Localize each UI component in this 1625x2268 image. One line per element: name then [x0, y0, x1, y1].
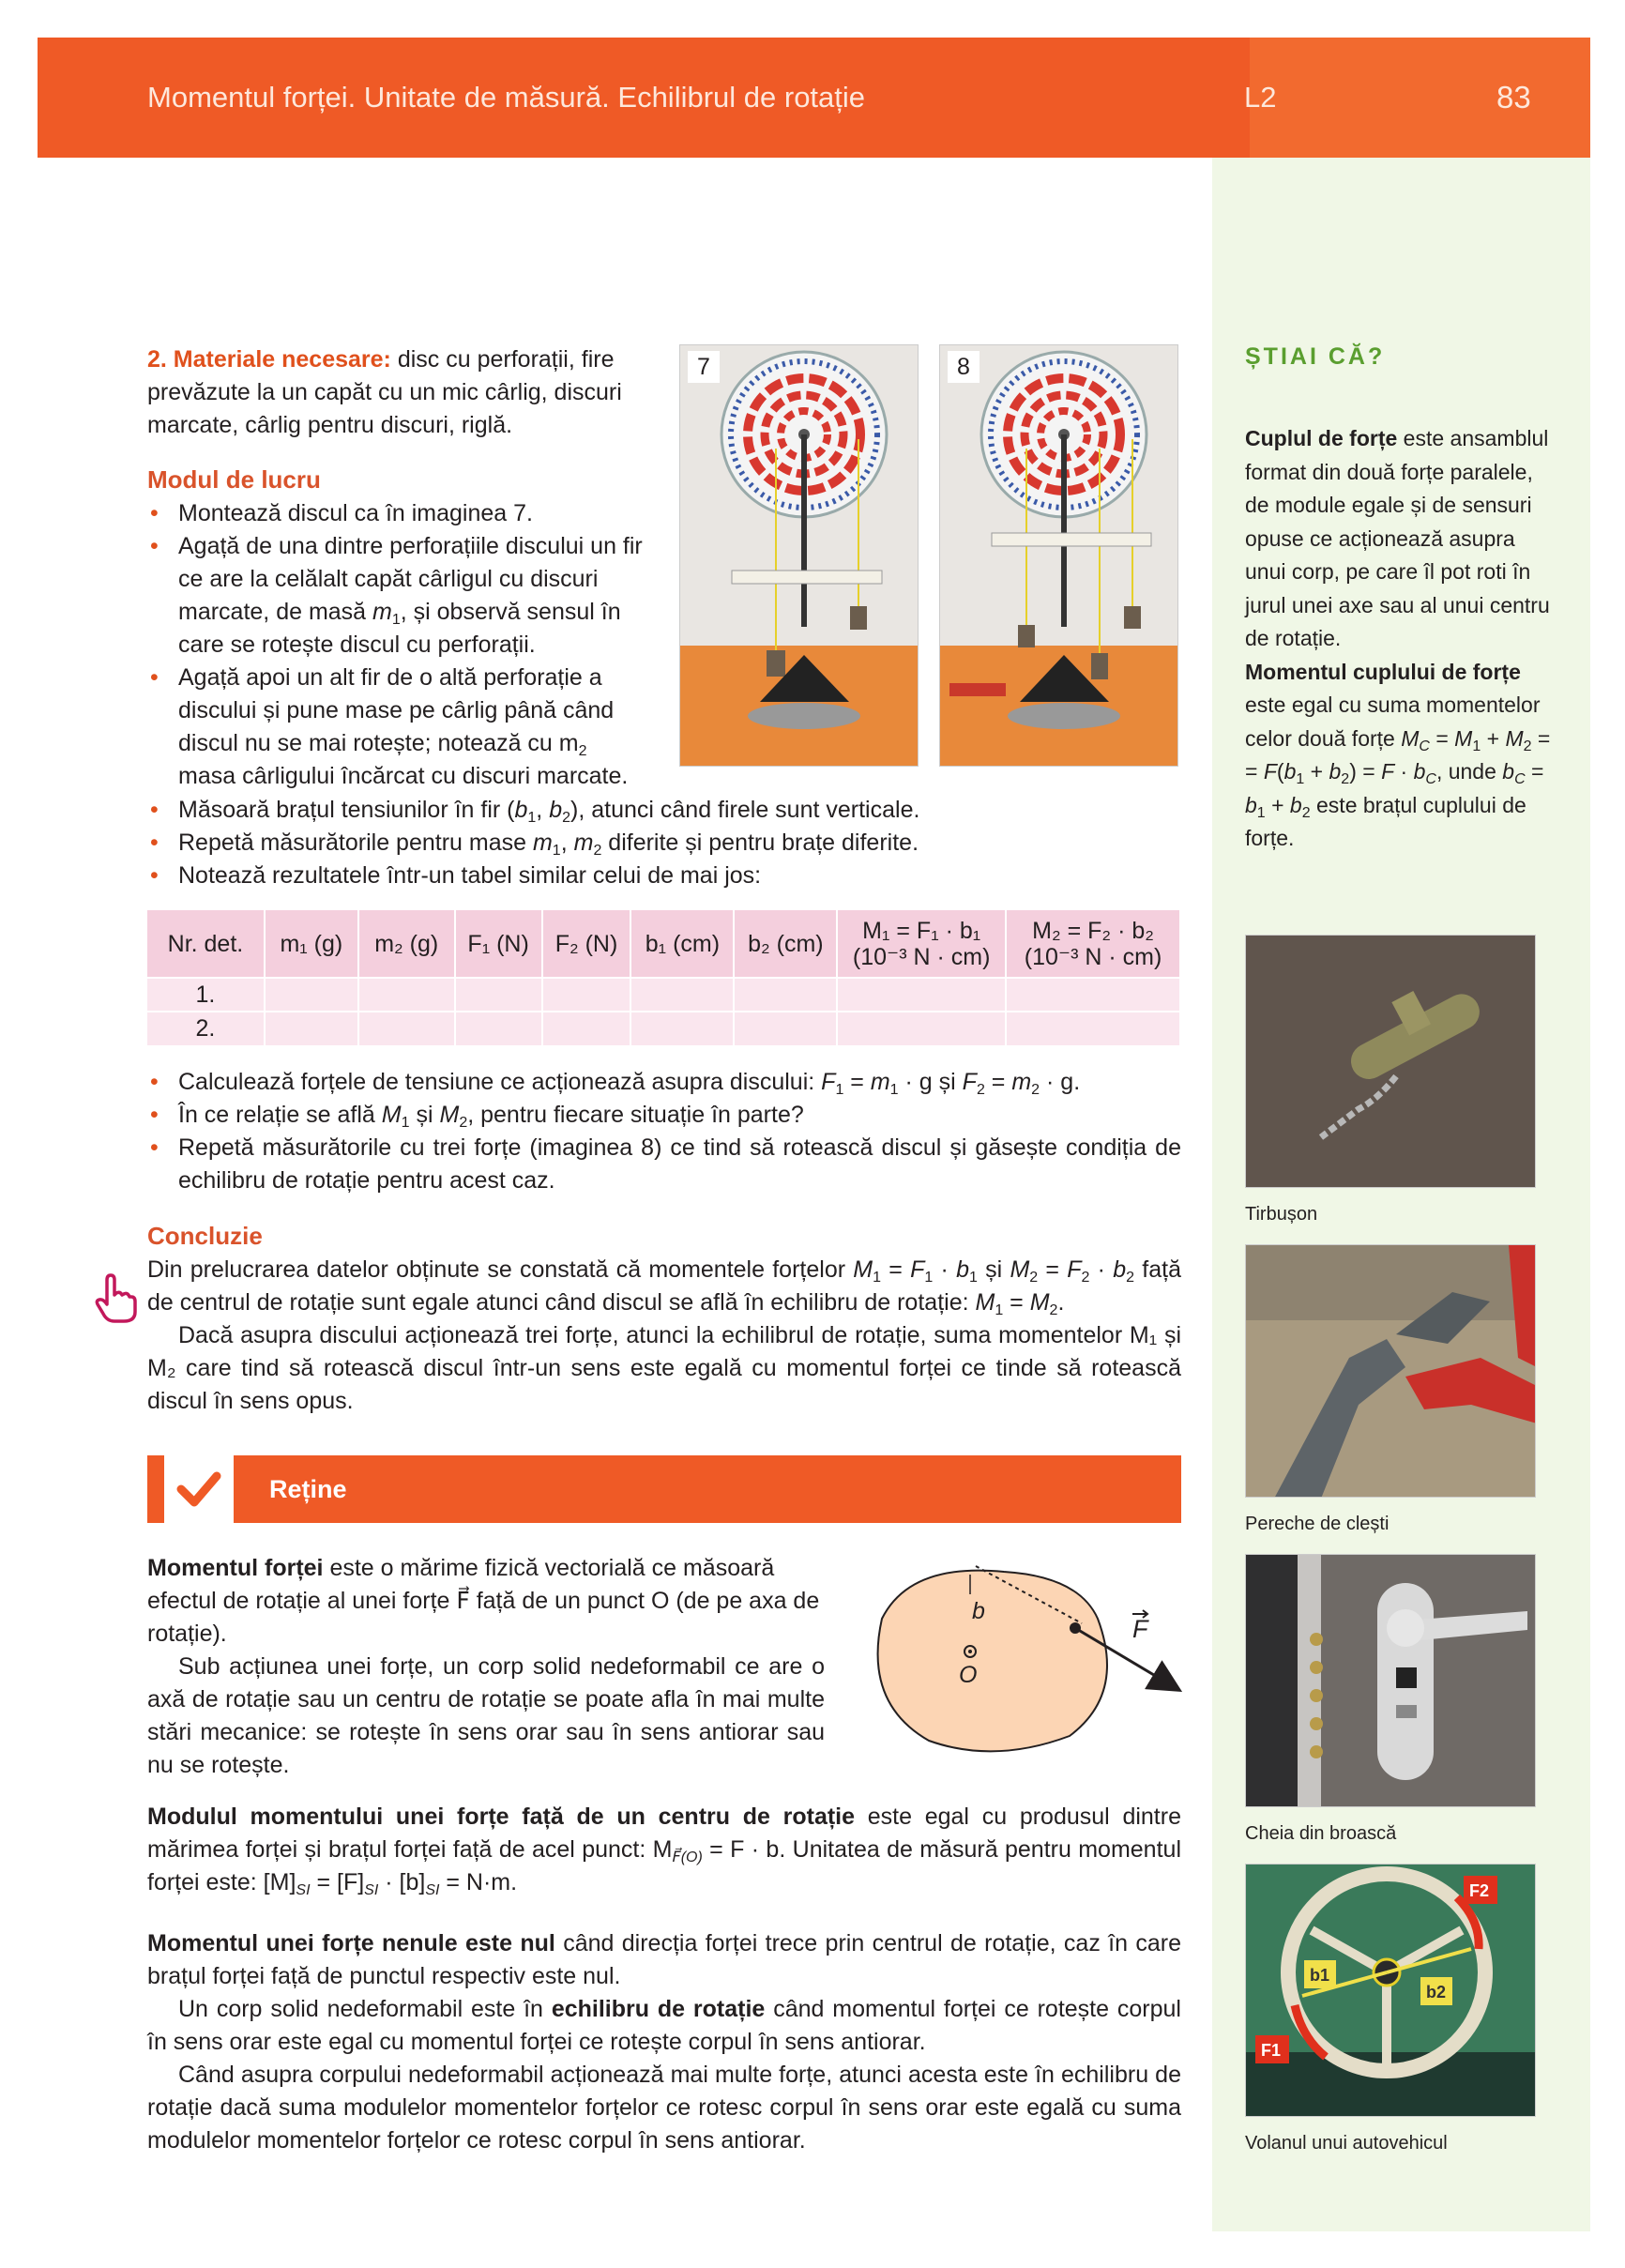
disc-apparatus-three-forces-illustration: [940, 345, 1178, 767]
definition-rotation-equilibrium: Un corp solid nedeformabil este în echilibru de rotație când momentul forței ce rotește corpul în sens orar este egal cu momentul forței ce rotește corpul în sens antiorar.: [147, 1996, 1181, 2055]
results-table: [147, 910, 1181, 1045]
calc-step-1: • Calculează forțele de tensiune ce acționează asupra discului: $F_1 = m_1 \cdot g$ și $F_2 = m_2 \cdot g$.: [147, 1066, 1181, 1099]
sidebar-text: Cuplul de forțe este ansamblul format din două forțe paralele, de module egale și de sensuri opuse ce acționează asupra unui corp, pe care îl pot roti în jurul unei axe sau al unui centru de rotație. Momentul cuplului de forțe este egal cu suma momentelor celor două forțe $M_C = M_1 + M_2$ = = $F(b_1 + b_2) = F \cdot b_C$, unde $b_C = b_1 + b_2$ este brațul cuplului de forțe.: [1245, 426, 1551, 850]
table-header-row: [147, 910, 1180, 978]
step-4: • Măsoară brațul tensiunilor în fir ($b_1$, $b_2$), atunci când firele sunt verticale.: [147, 794, 1181, 827]
step-1: • Montează discul ca în imaginea 7.: [147, 497, 649, 530]
moment-diagram: [854, 1553, 1182, 1755]
wheel-label-f2: F2: [1469, 1881, 1490, 1900]
conclusion-paragraph-1: Din prelucrarea datelor obținute se constată că momentele forțelor $M_1 = F_1 \cdot b_1$ și $M_2 = F_2 \cdot b_2$ față de centrul de rotație sunt egale atunci când discul se află în echilibru de rotație: $M_1 = M_2$.: [147, 1256, 1181, 1318]
step-2: • Agață de una dintre perforațiile discului un fir ce are la celălalt capăt cârligul cu discuri marcate, de masă $m_1$, și observă sensul în care se rotește discul cu perforații.: [147, 530, 649, 662]
step-3: • Agață apoi un alt fir de o altă perforație a discului și pune mase pe cârlig până când discul nu se mai rotește; notează cu $m_2$ masa cârligului încărcat cu discuri marcate.: [147, 662, 649, 793]
diagram-label-o: O: [959, 1662, 978, 1688]
materials-paragraph: [147, 343, 649, 442]
caption-corkscrew: Tirbușon: [1245, 1204, 1318, 1225]
table-header-cell: m₂ (g): [358, 910, 455, 978]
wheel-label-f1: F1: [1261, 2041, 1282, 2060]
wheel-label-b2: b2: [1426, 1983, 1447, 2002]
checkmark-box: [164, 1455, 234, 1523]
table-header-cell-m2: M₂ = F₂ · b₂ (10⁻³ N · cm): [1006, 910, 1180, 978]
page-header: [38, 38, 1590, 158]
sidebar-title: ȘTIAI CĂ?: [1245, 343, 1386, 370]
photo-7-number: 7: [688, 351, 720, 383]
table-header-cell: b₁ (cm): [630, 910, 734, 978]
calc-step-3: • Repetă măsurătorile cu trei forțe (imaginea 8) ce tind să rotească discul și găsește condiția de echilibru de rotație pentru acest caz.: [147, 1132, 1181, 1197]
materials-text: disc cu perforații, fire prevăzute la un capăt cu un mic cârlig, discuri marcate, cârlig pentru discuri, riglă.: [147, 346, 622, 438]
table-header-cell: b₂ (cm): [734, 910, 837, 978]
table-cell: 2.: [147, 1012, 265, 1045]
page-number: 83: [1496, 80, 1531, 114]
retin-label: Reține: [269, 1475, 347, 1503]
retin-banner: [147, 1455, 1181, 1523]
photo-8-number: 8: [948, 351, 980, 383]
hand-pointer-icon: [94, 1272, 139, 1325]
method-title: Modul de lucru: [147, 465, 321, 494]
table-row: [147, 1012, 1180, 1045]
definition-moment-force: Momentul forței este o mărime fizică vectorială ce măsoară efectul de rotație al unei forțe F⃗ față de un punct O (de pe axa de rotație).: [147, 1555, 820, 1647]
caption-door-lock: Cheia din broască: [1245, 1823, 1397, 1844]
diagram-label-f: F: [1132, 1615, 1148, 1643]
table-cell: 1.: [147, 978, 265, 1012]
header-level: L2: [1244, 81, 1277, 114]
table-header-cell: F₂ (N): [542, 910, 631, 978]
materials-label: 2. Materiale necesare:: [147, 346, 391, 373]
steering-wheel-photo: [1245, 1864, 1536, 2117]
pliers-photo: [1245, 1244, 1536, 1498]
table-header-cell-m1: M₁ = F₁ · b₁ (10⁻³ N · cm): [837, 910, 1006, 978]
step-5: • Repetă măsurătorile pentru mase $m_1$, $m_2$ diferite și pentru brațe diferite.: [147, 827, 1181, 860]
table-row: [147, 978, 1180, 1012]
checkmark-icon: [164, 1455, 234, 1523]
method-steps-top: [147, 497, 649, 793]
disc-apparatus-illustration: [680, 345, 919, 767]
wheel-label-b1: b1: [1310, 1966, 1330, 1985]
caption-steering-wheel: Volanul unui autovehicul: [1245, 2133, 1448, 2154]
definition-null-moment: Momentul unei forțe nenule este nul când direcția forței trece prin centrul de rotație, caz în care brațul forței față de punctul respectiv este nul.: [147, 1930, 1181, 1989]
table-header-cell: F₁ (N): [455, 910, 542, 978]
header-right-panel: [1250, 38, 1590, 158]
definition-multiple-forces: Când asupra corpului nedeformabil acționează mai multe forțe, atunci acesta este în echilibru de rotație dacă suma modulelor momentelor forțelor ce rotesc corpul în sens orar este egală cu suma modulelor momentelor forțelor ce rotesc corpul în sens antiorar.: [147, 2062, 1181, 2154]
conclusion-paragraph-2: Dacă asupra discului acționează trei forțe, atunci la echilibrul de rotație, suma momentelor M₁ și M₂ care tind să rotească discul într-un sens este egală cu momentul forței ce tinde să rotească discul în sens opus.: [147, 1322, 1181, 1414]
method-steps-bottom: [147, 794, 1181, 892]
header-title: Momentul forței. Unitate de măsură. Echilibrul de rotație: [147, 81, 866, 114]
table-header-cell: Nr. det.: [147, 910, 265, 978]
step-6: • Notează rezultatele într-un tabel similar celui de mai jos:: [147, 860, 1181, 892]
door-lock-photo: [1245, 1554, 1536, 1807]
calculation-steps: [147, 1066, 1181, 1197]
apparatus-photo-7: [679, 344, 919, 767]
diagram-label-b: b: [972, 1598, 985, 1624]
apparatus-photo-8: [939, 344, 1178, 767]
definition-modulus: Modulul momentului unei forțe față de un centru de rotație este egal cu produsul dintre mărimea forței și brațul forței față de acel punct: $M_{F⃗(O)} = F \cdot b$. Unitatea de măsură pentru momentul forței este: $[M]_{SI} = [F]_{SI} \cdot [b]_{SI} = N\cdot m$.: [147, 1804, 1181, 1898]
corkscrew-photo: [1245, 935, 1536, 1188]
conclusion-title: Concluzie: [147, 1222, 263, 1250]
table-header-cell: m₁ (g): [265, 910, 358, 978]
definition-mechanical-states: Sub acțiunea unei forțe, un corp solid nedeformabil ce are o axă de rotație sau un centru de rotație se poate afla în mai multe stări mecanice: se rotește în sens orar sau în sens antiorar sau nu se rotește.: [147, 1653, 825, 1778]
caption-pliers: Pereche de clești: [1245, 1514, 1390, 1534]
calc-step-2: • În ce relație se află $M_1$ și $M_2$, pentru fiecare situație în parte?: [147, 1099, 1181, 1132]
